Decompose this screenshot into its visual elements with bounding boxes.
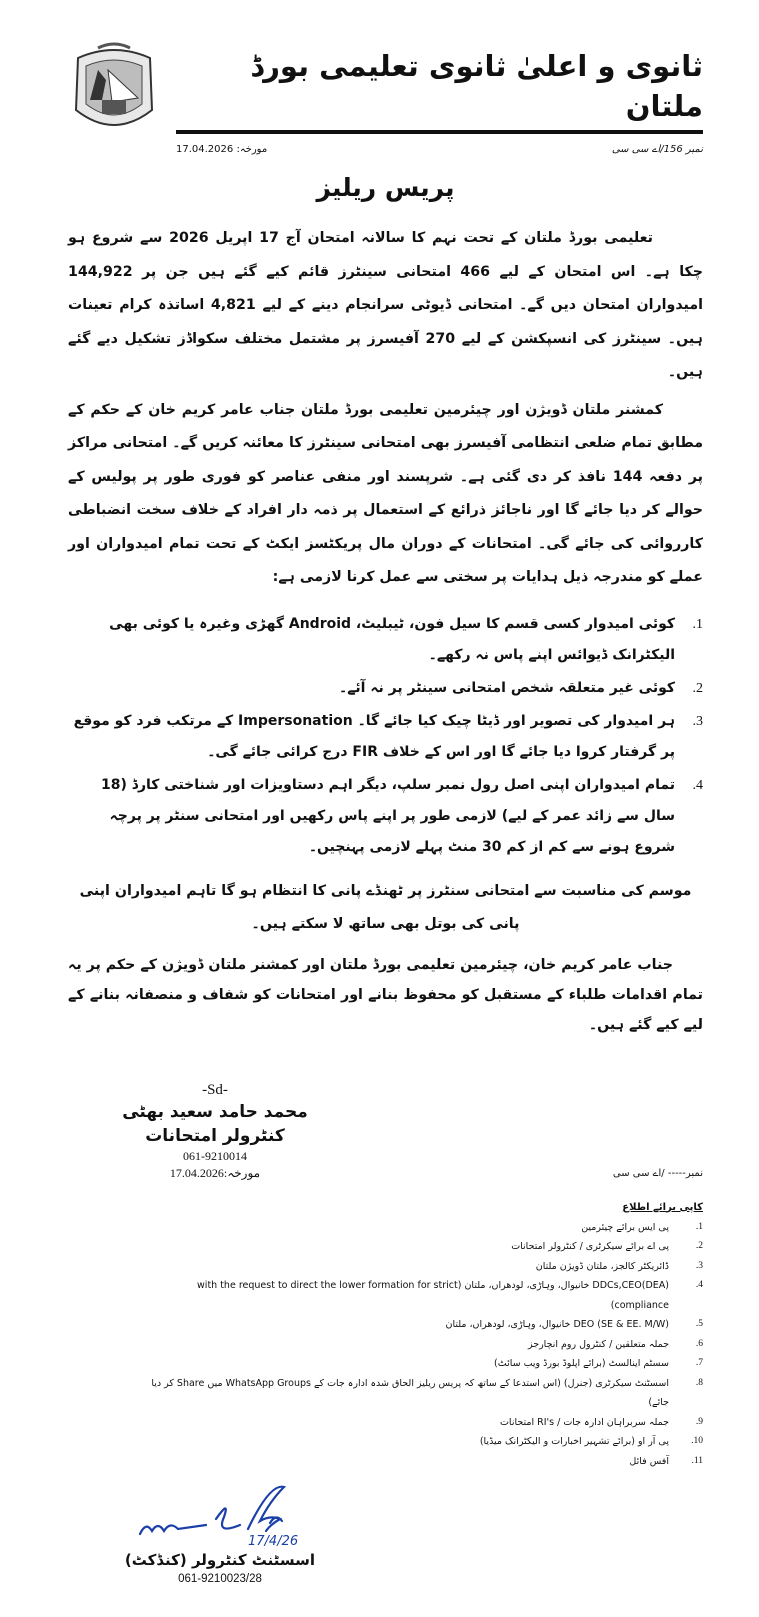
list-item: 8. اسسٹنٹ سیکرٹری (جنرل) (اس استدعا کے ساتھ کہ پریس ریلیز الحاق شدہ ادارہ جات کے WhatsApp Groups میں Share کر دیا جائے) — [151, 1377, 703, 1408]
board-name: ثانوی و اعلیٰ ثانوی تعلیمی بورڈ ملتان — [250, 49, 703, 123]
copy-list — [150, 1218, 703, 1472]
list-item: 1. کوئی امیدوار کسی قسم کا سیل فون، ٹیبلیٹ، Android گھڑی وغیرہ یا کوئی بھی الیکٹرانک ڈیوائس اپنے پاس نہ رکھے۔ — [109, 615, 703, 663]
list-item: 4. تمام امیدواران اپنی اصل رول نمبر سلپ، دیگر اہم دستاویزات اور شناختی کارڈ (18 سال سے زائد عمر کے لیے) لازمی طور پر اپنے پاس رکھیں اور امتحانی سنٹر پر پرچہ شروع ہونے سے کم از کم 30 منٹ پہلے لازمی پہنچیں۔ — [100, 776, 703, 855]
list-item: 6. جملہ متعلقین / کنٹرول روم انچارجز — [527, 1338, 703, 1350]
signatory-name: محمد حامد سعید بھٹی — [122, 1101, 308, 1122]
copy-heading: کاپی برائے اطلاع — [622, 1201, 703, 1213]
copy-to-block — [150, 1200, 703, 1472]
list-item: 7. سسٹم اینالسٹ (برائے اپلوڈ بورڈ ویب سائٹ) — [494, 1358, 703, 1369]
instructions-list — [68, 609, 703, 863]
letterhead — [68, 40, 703, 158]
list-item: 9. جملہ سربراہان ادارہ جات / RI's امتحانات — [499, 1416, 703, 1428]
handwritten-signature — [120, 1479, 320, 1549]
list-item: 5. DEO (SE & EE. M/W) خانیوال، وہاڑی، لودھراں، ملتان — [445, 1319, 703, 1330]
paragraph-inspection: کمشنر ملتان ڈویژن اور چیئرمین تعلیمی بورڈ ملتان جناب عامر کریم خان کے حکم کے مطابق تمام ضلعی انتظامی آفیسرز بھی امتحانی سینٹرز کا معائنہ کریں گے۔ امتحانی مراکز پر دفعہ 144 نافذ کر دی گئی ہے۔ شرپسند اور منفی عناصر کو فوری طور پر پولیس کے حوالے کر دیا جائے گا اور ناجائز ذرائع کے استعمال پر ذمہ دار افراد کے خلاف سخت انضباطی کارروائی کی جائے گی۔ امتحانات کے دوران مال پریکٹسز ایکٹ کے تحت تمام امیدواران اور عملے کو مندرجہ ذیل ہدایات پر سختی سے عمل کرنا لازمی ہے: — [68, 401, 703, 585]
assistant-phone: 061-9210023/28 — [178, 1573, 262, 1585]
list-item: 2. کوئی غیر متعلقہ شخص امتحانی سینٹر پر نہ آئے۔ — [338, 679, 703, 696]
board-crest-icon — [68, 40, 160, 140]
letter-meta — [176, 142, 703, 158]
reference-number: نمبر 156/اے سی سی — [611, 144, 703, 155]
signature-date: 17/4/26 — [248, 1534, 299, 1549]
letterhead-main — [176, 40, 703, 158]
signatory-designation: کنٹرولر امتحانات — [145, 1125, 285, 1146]
list-item: 3. ہر امیدوار کی تصویر اور ڈیٹا چیک کیا جائے گا۔ Impersonation کے مرتکب فرد کو موقع پر گرفتار کروا دیا جائے گا اور اس کے خلاف FIR درج کرائی جائے گی۔ — [73, 712, 703, 760]
list-item: 10. پی آر او (برائے تشہیر اخبارات و الیکٹرانک میڈیا) — [479, 1436, 703, 1447]
signature-row — [68, 1080, 703, 1182]
header-rule — [176, 130, 703, 134]
paragraph-exam-stats: تعلیمی بورڈ ملتان کے تحت نہم کا سالانہ امتحان آج 17 اپریل 2026 سے شروع ہو چکا ہے۔ اس امتحان کے لیے 466 امتحانی سینٹرز قائم کیے گئے ہیں جن پر 144,922 امیدواران امتحان دیں گے۔ امتحانی ڈیوٹی سرانجام دینے کے لیے 4,821 اساتذہ کرام تعینات ہیں۔ سینٹرز کی انسپکشن کے لیے 270 آفیسرز پر مشتمل مختلف سکواڈز تشکیل دیے گئے ہیں۔ — [68, 230, 703, 380]
paragraph-water: موسم کی مناسبت سے امتحانی سنٹرز پر ٹھنڈے پانی کا انتظام ہو گا تاہم امیدواران اپنی پانی کی بوتل بھی ساتھ لا سکتے ہیں۔ — [79, 882, 692, 932]
paragraph-closing: جناب عامر کریم خان، چیئرمین تعلیمی بورڈ ملتان اور کمشنر ملتان ڈویژن کے حکم پر یہ تمام اقدامات طلباء کے مستقبل کو محفوظ بنانے اور امتحانات کو شفاف و منصفانہ بنانے کے لیے کیے گئے ہیں۔ — [68, 956, 703, 1033]
signatory-date: مورخہ:17.04.2026 — [169, 1165, 261, 1180]
list-item: 3. ڈائریکٹر کالجز، ملتان ڈویژن ملتان — [535, 1260, 703, 1272]
signatory-block — [100, 1080, 330, 1182]
list-item: 4. DDCs,CEO(DEA) خانیوال، وہاڑی، لودھراں، ملتان (with the request to direct the lower formation for strict compliance) — [197, 1280, 703, 1311]
document-title: پریس ریلیز — [316, 173, 455, 202]
signatory-phone: 061-9210014 — [183, 1148, 247, 1163]
list-item: 11. آفس فائل — [629, 1455, 703, 1467]
signed-mark: -Sd- — [202, 1081, 228, 1098]
assistant-designation: اسسٹنٹ کنٹرولر (کنڈکٹ) — [124, 1551, 316, 1569]
list-item: 2. پی اے برائے سیکرٹری / کنٹرولر امتحانات — [511, 1241, 703, 1252]
outgoing-reference: نمبر----- /اے سی سی — [612, 1167, 703, 1179]
header-date: مورخہ: 17.04.2026 — [176, 144, 268, 155]
assistant-signature-block — [120, 1479, 320, 1587]
list-item: 1. پی ایس برائے چیئرمین — [581, 1221, 703, 1233]
